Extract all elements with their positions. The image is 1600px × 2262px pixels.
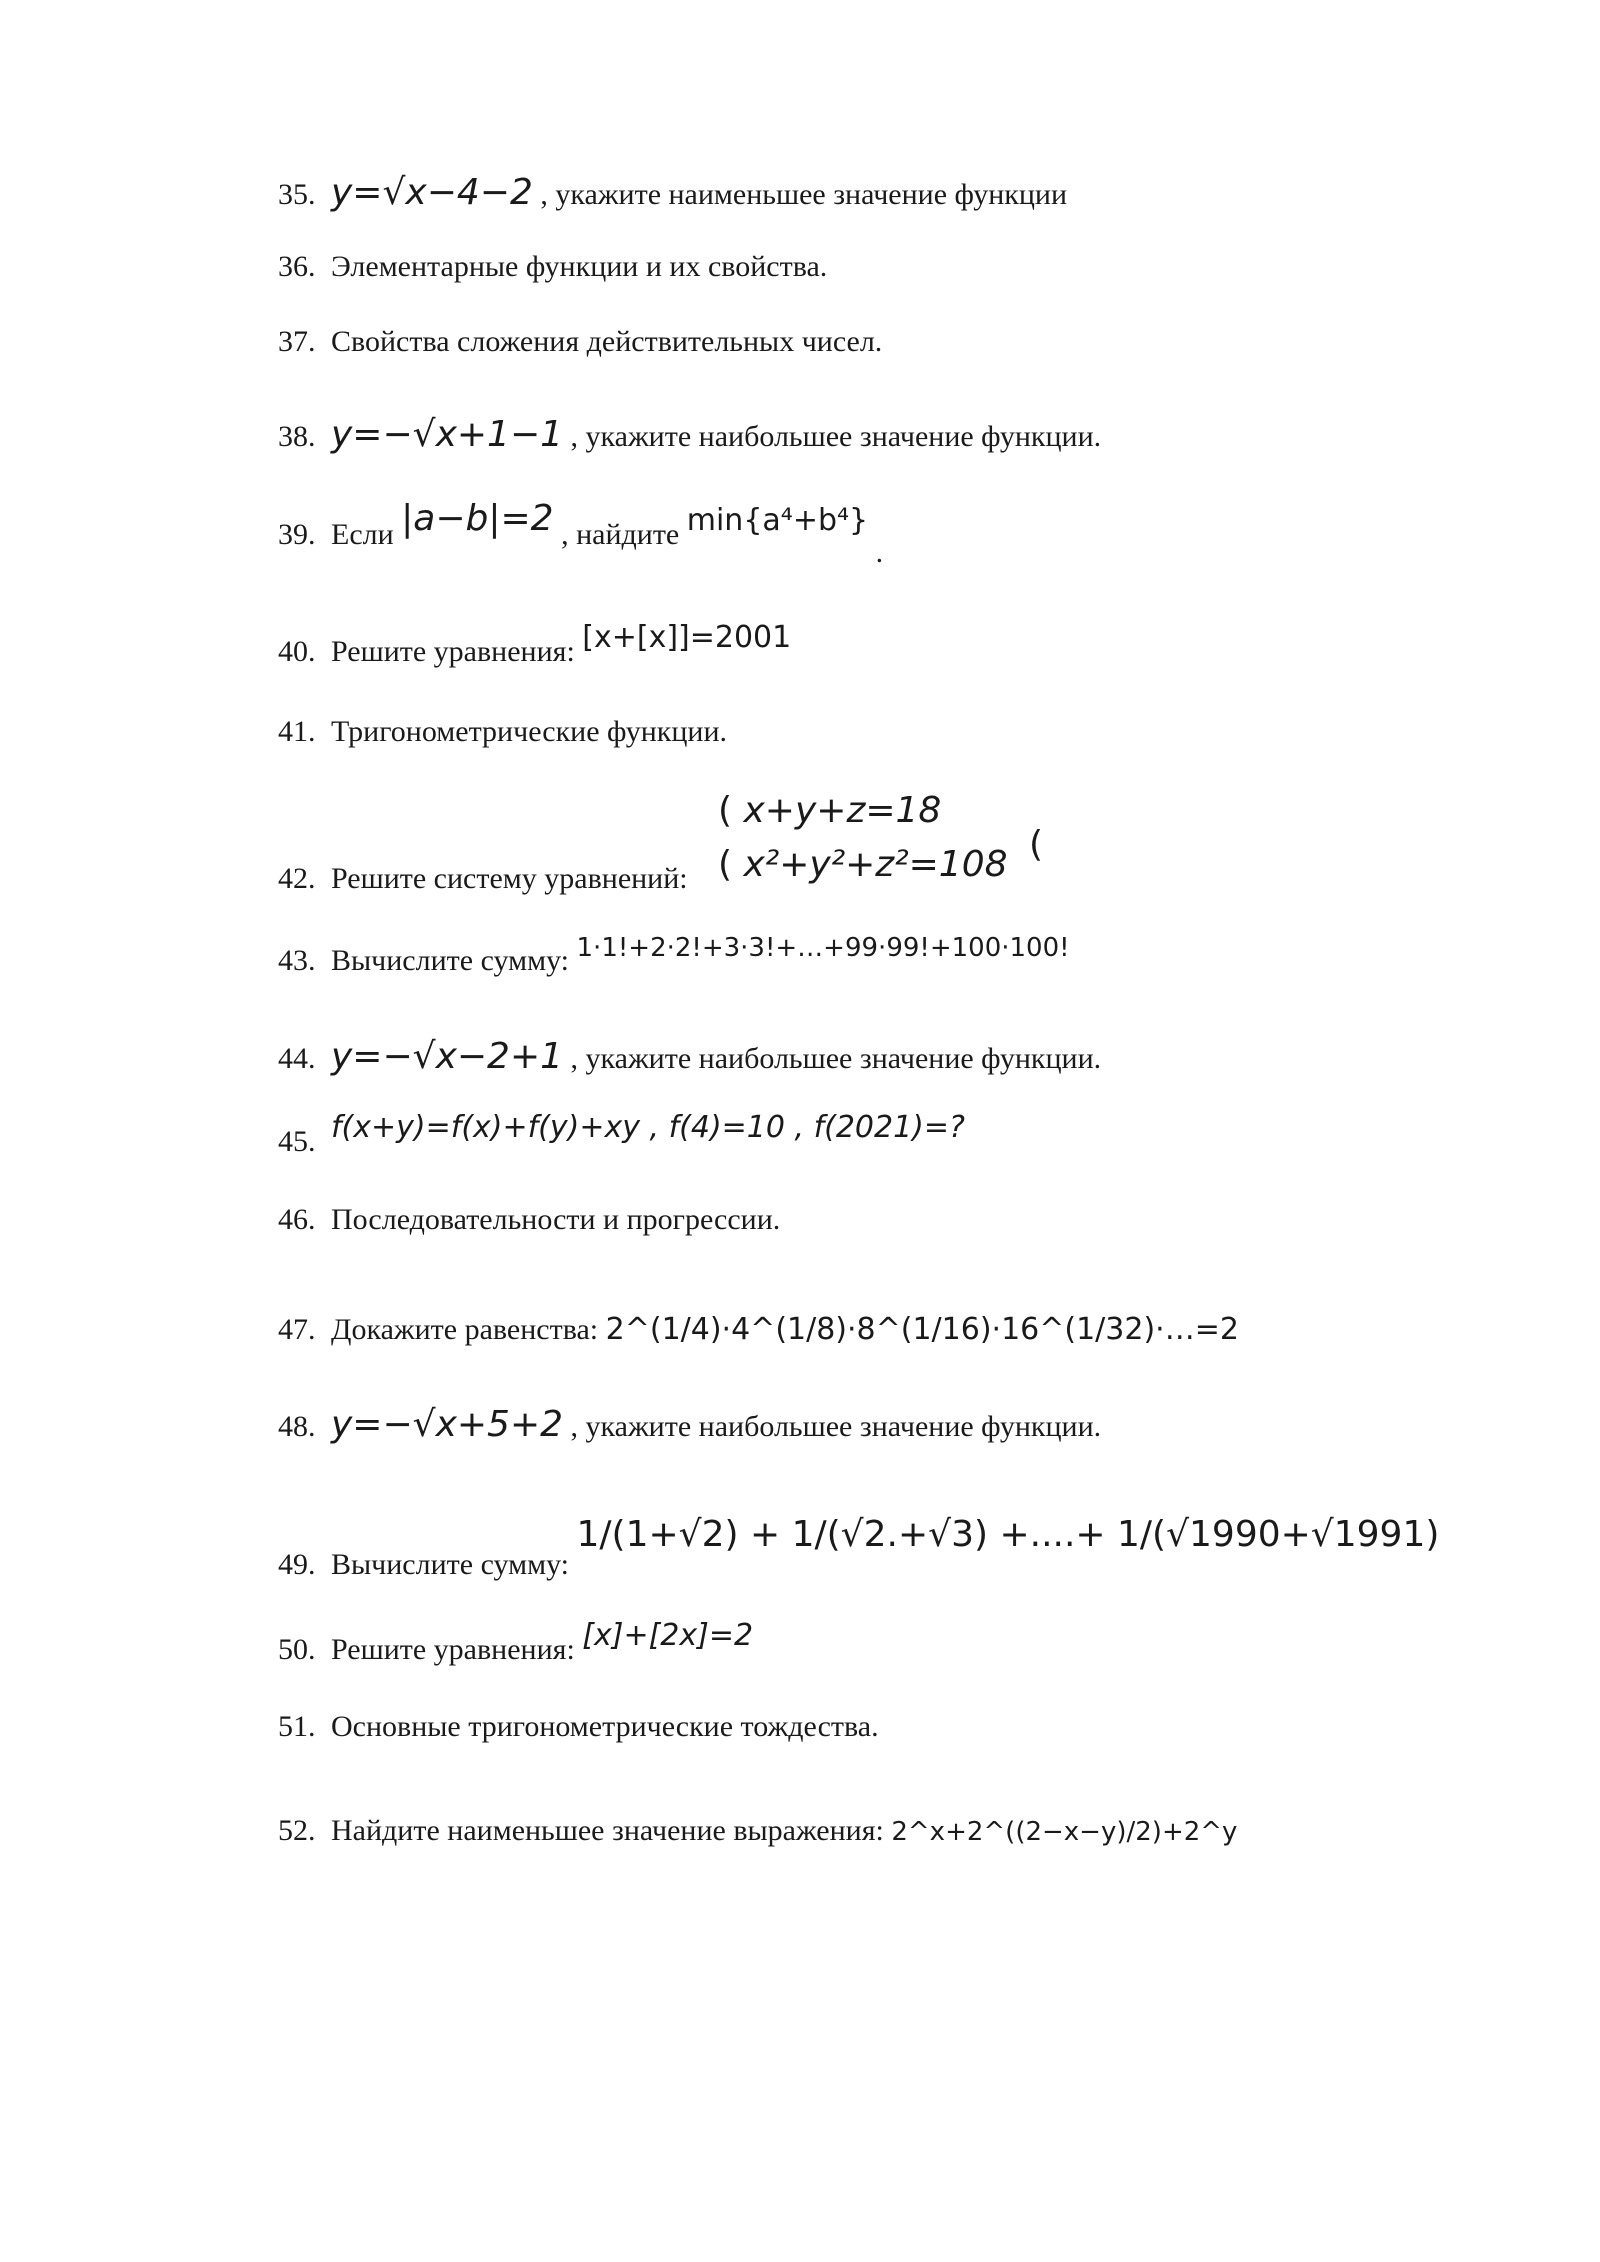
item-text: Вычислите сумму: <box>331 944 577 977</box>
formula: |a−b|=2 <box>401 498 554 539</box>
item-text-post: . <box>875 536 884 569</box>
item-text: Вычислите сумму: <box>331 1548 577 1581</box>
item-number: 45. <box>278 1125 316 1158</box>
item-49 <box>278 1514 1440 1583</box>
equation-system <box>718 784 1043 892</box>
item-50 <box>278 1618 754 1667</box>
item-number: 44. <box>278 1042 316 1075</box>
formula: y=√x−4−2 <box>331 172 533 213</box>
system-equation-2: ( x²+y²+z²=108 ( <box>718 824 1044 885</box>
formula: f(x+y)=f(x)+f(y)+xy , f(4)=10 , f(2021)=? <box>331 1110 965 1145</box>
item-44 <box>278 1036 1101 1077</box>
item-number: 46. <box>278 1203 316 1236</box>
item-text: Элементарные функции и их свойства. <box>331 250 828 283</box>
formula-min: min{a⁴+b⁴} <box>686 503 869 538</box>
formula: y=−√x+5+2 <box>331 1404 564 1445</box>
item-36 <box>278 250 827 284</box>
formula: y=−√x+1−1 <box>331 414 564 455</box>
item-51 <box>278 1710 879 1744</box>
item-47 <box>278 1312 1239 1347</box>
item-text: , укажите наибольшее значение функции. <box>570 1410 1102 1443</box>
item-42 <box>278 862 688 896</box>
item-text: Найдите наименьшее значение выражения: <box>331 1814 892 1847</box>
formula: 1·1!+2·2!+3·3!+…+99·99!+100·100! <box>576 933 1070 963</box>
item-text-mid: , найдите <box>561 518 687 551</box>
item-number: 50. <box>278 1633 316 1666</box>
formula: y=−√x−2+1 <box>331 1036 564 1077</box>
item-number: 39. <box>278 518 316 551</box>
item-46 <box>278 1203 780 1237</box>
item-text: Докажите равенства: <box>331 1313 606 1346</box>
item-text: Решите систему уравнений: <box>331 862 688 895</box>
formula: 2^x+2^((2−x−y)/2)+2^y <box>891 1817 1238 1847</box>
item-text: , укажите наименьшее значение функции <box>540 178 1068 211</box>
item-number: 47. <box>278 1313 316 1346</box>
item-number: 52. <box>278 1814 316 1847</box>
item-52 <box>278 1814 1237 1848</box>
item-43 <box>278 933 1070 978</box>
formula: 2^(1/4)·4^(1/8)·8^(1/16)·16^(1/32)·…=2 <box>605 1312 1239 1347</box>
item-text: Основные тригонометрические тождества. <box>331 1710 879 1743</box>
item-text: Решите уравнения: <box>331 1633 583 1666</box>
item-48 <box>278 1404 1101 1445</box>
item-number: 36. <box>278 250 316 283</box>
item-number: 51. <box>278 1710 316 1743</box>
item-text: Последовательности и прогрессии. <box>331 1203 781 1236</box>
item-text: Решите уравнения: <box>331 635 583 668</box>
item-number: 35. <box>278 178 316 211</box>
item-text: Свойства сложения действительных чисел. <box>331 325 883 358</box>
item-number: 37. <box>278 325 316 358</box>
item-40 <box>278 620 792 669</box>
item-text: , укажите наибольшее значение функции. <box>570 420 1102 453</box>
formula: [x]+[2x]=2 <box>582 1618 754 1653</box>
formula: 1/(1+√2) + 1/(√2.+√3) +....+ 1/(√1990+√1991) <box>576 1514 1440 1555</box>
item-45 <box>278 1110 965 1159</box>
item-number: 41. <box>278 715 316 748</box>
item-37 <box>278 325 882 359</box>
item-35 <box>278 172 1067 213</box>
item-39 <box>278 498 884 569</box>
system-equation-1: ( x+y+z=18 <box>718 790 942 831</box>
item-text: Тригонометрические функции. <box>331 715 728 748</box>
item-38 <box>278 414 1101 455</box>
item-text: , укажите наибольшее значение функции. <box>570 1042 1102 1075</box>
item-number: 43. <box>278 944 316 977</box>
item-number: 40. <box>278 635 316 668</box>
item-41 <box>278 715 727 749</box>
item-number: 49. <box>278 1548 316 1581</box>
item-number: 38. <box>278 420 316 453</box>
item-number: 48. <box>278 1410 316 1443</box>
item-number: 42. <box>278 862 316 895</box>
formula: [x+[x]]=2001 <box>582 620 792 655</box>
item-text-pre: Если <box>331 518 402 551</box>
